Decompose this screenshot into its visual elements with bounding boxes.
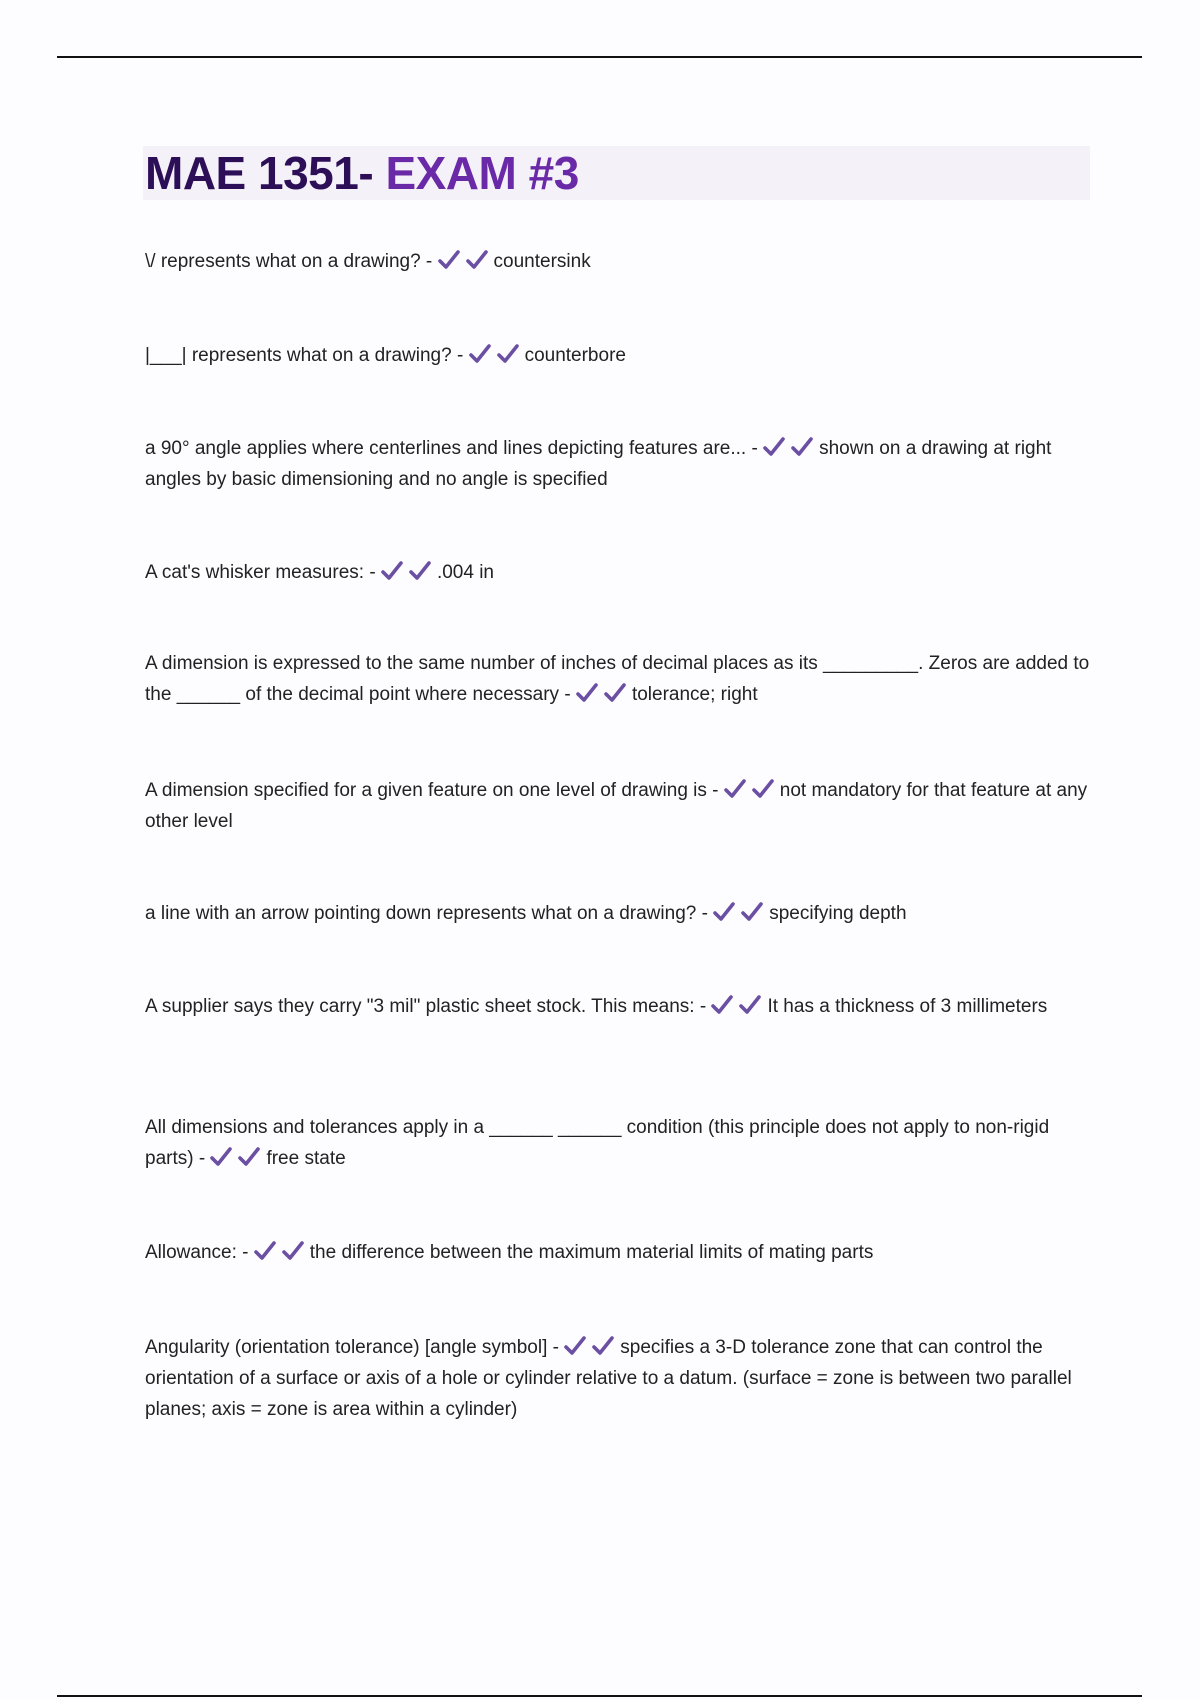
qa-item bbox=[145, 433, 1090, 495]
answer-text: countersink bbox=[493, 251, 591, 272]
check-icon bbox=[604, 683, 626, 703]
page-title bbox=[145, 146, 579, 200]
question-text: a line with an arrow pointing down represents what on a drawing? - bbox=[145, 903, 714, 924]
check-icon bbox=[238, 1147, 260, 1167]
answer-text: tolerance; right bbox=[631, 684, 758, 705]
qa-item bbox=[145, 1332, 1090, 1425]
check-icon bbox=[497, 344, 519, 364]
answer-text: specifies a 3-D tolerance zone that can control the orientation of a surface or axis of a hole or cylinder relative to a datum. (surface = zone is between two parallel planes; axis = zone is area within a cylinder) bbox=[145, 1337, 1072, 1420]
qa-item bbox=[145, 246, 1090, 277]
check-icon bbox=[739, 995, 761, 1015]
qa-item bbox=[145, 340, 1090, 371]
top-rule bbox=[57, 56, 1142, 58]
check-icon bbox=[381, 561, 403, 581]
question-text: A dimension is expressed to the same number of inches of decimal places as its _________. Zeros are added to the ______ of the decimal point where necessary - bbox=[145, 653, 1090, 705]
check-icon bbox=[282, 1241, 304, 1261]
check-icon bbox=[466, 250, 488, 270]
qa-item bbox=[145, 991, 1090, 1022]
check-icon bbox=[469, 344, 491, 364]
qa-item bbox=[145, 1237, 1090, 1268]
question-text: |___| represents what on a drawing? - bbox=[145, 345, 469, 366]
qa-item bbox=[145, 1112, 1090, 1174]
check-icon bbox=[210, 1147, 232, 1167]
bottom-rule bbox=[57, 1695, 1142, 1697]
check-icon bbox=[592, 1336, 614, 1356]
check-icon bbox=[254, 1241, 276, 1261]
answer-text: specifying depth bbox=[769, 903, 907, 924]
answer-text: It has a thickness of 3 millimeters bbox=[767, 996, 1048, 1017]
check-icon bbox=[713, 902, 735, 922]
check-icon bbox=[438, 250, 460, 270]
title-exam: EXAM #3 bbox=[385, 147, 579, 199]
qa-item bbox=[145, 775, 1090, 837]
answer-text: free state bbox=[266, 1148, 346, 1169]
check-icon bbox=[741, 902, 763, 922]
question-text: Angularity (orientation tolerance) [angle symbol] - bbox=[145, 1337, 565, 1358]
question-text: A dimension specified for a given feature on one level of drawing is - bbox=[145, 780, 724, 801]
question-text: Allowance: - bbox=[145, 1242, 254, 1263]
qa-item bbox=[145, 898, 1090, 929]
qa-item bbox=[145, 557, 1090, 588]
answer-text: shown on a drawing at right angles by basic dimensioning and no angle is specified bbox=[145, 438, 1052, 490]
check-icon bbox=[409, 561, 431, 581]
check-icon bbox=[711, 995, 733, 1015]
check-icon bbox=[576, 683, 598, 703]
check-icon bbox=[724, 779, 746, 799]
title-course: MAE 1351- bbox=[145, 147, 386, 199]
answer-text: the difference between the maximum material limits of mating parts bbox=[309, 1242, 874, 1263]
check-icon bbox=[763, 437, 785, 457]
question-text: A cat's whisker measures: - bbox=[145, 562, 381, 583]
answer-text: .004 in bbox=[436, 562, 494, 583]
question-text: a 90° angle applies where centerlines and lines depicting features are... - bbox=[145, 438, 764, 459]
question-text: \/ represents what on a drawing? - bbox=[145, 251, 438, 272]
qa-item bbox=[145, 648, 1090, 710]
check-icon bbox=[752, 779, 774, 799]
question-text: All dimensions and tolerances apply in a ______ ______ condition (this principle does not apply to non-rigid parts) - bbox=[145, 1117, 1050, 1169]
answer-text: not mandatory for that feature at any other level bbox=[145, 780, 1088, 832]
check-icon bbox=[564, 1336, 586, 1356]
answer-text: counterbore bbox=[524, 345, 626, 366]
question-text: A supplier says they carry "3 mil" plastic sheet stock. This means: - bbox=[145, 996, 712, 1017]
check-icon bbox=[791, 437, 813, 457]
